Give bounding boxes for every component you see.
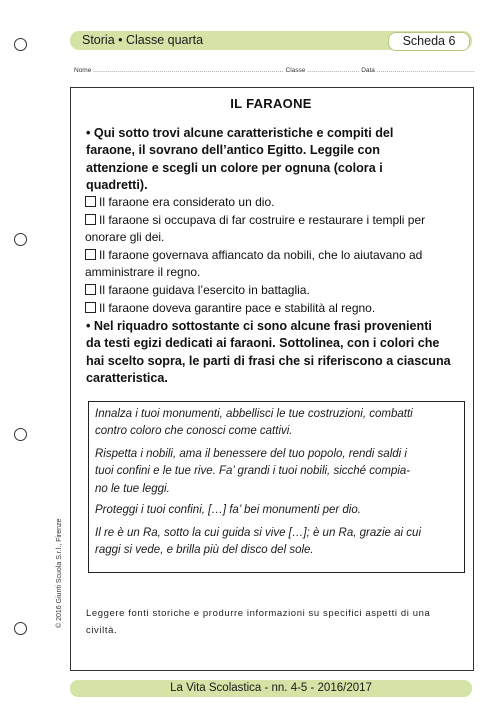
quote-paragraph: Proteggi i tuoi confini, […] fa’ bei monumenti per dio. — [95, 504, 361, 516]
date-field[interactable]: ................................................. — [376, 67, 476, 74]
list-item: Il faraone doveva garantire pace e stabilità al regno. — [85, 300, 470, 318]
copyright-notice: © 2016 Giunti Scuola S.r.l., Firenze — [56, 518, 63, 628]
class-field[interactable]: .......................... — [307, 67, 360, 74]
list-item: Il faraone era considerato un dio. — [85, 194, 470, 212]
learning-objective: Leggere fonti storiche e produrre informazioni su specifici aspetti di una civiltà. — [86, 608, 431, 637]
list-item: Il faraone governava affiancato da nobili, che lo aiutavano ad amministrare il regno. — [85, 247, 423, 280]
binder-hole — [14, 38, 27, 51]
instruction-1 — [86, 125, 464, 195]
header-bar — [70, 31, 472, 50]
quote-paragraph: Rispetta i nobili, ama il benessere del tuo popolo, rendi saldi i tuoi confini e le tue rive. Fa’ grandi i tuoi nobili, sicché compia- no le tue leggi. — [95, 448, 411, 495]
subject-title: Storia • Classe quarta — [82, 33, 204, 47]
quote-paragraph: Innalza i tuoi monumenti, abbellisci le tue costruzioni, combatti contro coloro che conosci come cattivi. — [95, 408, 413, 438]
binder-hole — [14, 428, 27, 441]
color-checkbox[interactable] — [85, 284, 96, 295]
instruction-line: caratteristica. — [86, 371, 168, 386]
name-label: Nome — [74, 67, 92, 74]
class-label: Classe — [285, 67, 306, 74]
characteristics-list — [85, 194, 470, 317]
color-checkbox[interactable] — [85, 249, 96, 260]
instruction-line: quadretti). — [86, 178, 148, 193]
worksheet-number: Scheda 6 — [388, 32, 470, 51]
instruction-line: da testi egizi dedicati ai faraoni. Sottolinea, con i colori che — [86, 336, 440, 351]
list-item: Il faraone si occupava di far costruire e restaurare i templi per onorare gli dei. — [85, 212, 426, 245]
footer-bar: La Vita Scolastica - nn. 4-5 - 2016/2017 — [70, 680, 472, 697]
binder-hole — [14, 233, 27, 246]
color-checkbox[interactable] — [85, 196, 96, 207]
page-title: IL FARAONE — [230, 96, 312, 111]
instruction-line: • Qui sotto trovi alcune caratteristiche e compiti del — [86, 126, 394, 140]
date-label: Data — [361, 67, 375, 74]
instruction-2 — [86, 318, 464, 388]
instruction-line: attenzione e scegli un colore per ognuna (colora i — [86, 160, 383, 175]
quote-paragraph: Il re è un Ra, sotto la cui guida si vive […]; è un Ra, grazie ai cui raggi si vede, e brilla più del disco del sole. — [95, 527, 421, 557]
instruction-line: hai scelto sopra, le parti di frasi che si riferiscono a ciascuna — [86, 353, 451, 368]
color-checkbox[interactable] — [85, 302, 96, 313]
color-checkbox[interactable] — [85, 214, 96, 225]
student-info-line — [74, 67, 476, 74]
list-item: Il faraone guidava l’esercito in battaglia. — [85, 282, 470, 300]
binder-hole — [14, 622, 27, 635]
name-field[interactable]: ............................................................................................... — [93, 67, 284, 74]
instruction-line: faraone, il sovrano dell’antico Egitto. Leggile con — [86, 143, 380, 158]
instruction-line: • Nel riquadro sottostante ci sono alcune frasi provenienti — [86, 319, 432, 333]
